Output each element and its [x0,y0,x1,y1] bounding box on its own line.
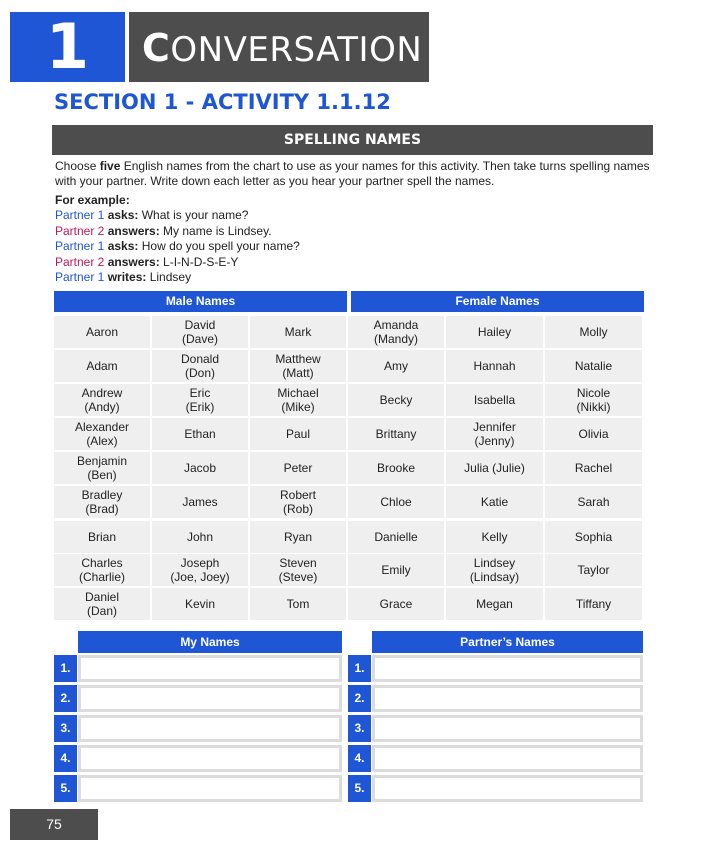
female-name-cell: Nicole (Nikki) [545,384,642,416]
male-name-cell: Paul [250,418,346,450]
example-lines [55,208,655,285]
female-name-cell: Tiffany [545,588,642,620]
male-names-header: Male Names [54,291,347,312]
partner-name-field[interactable] [372,655,643,682]
partner-name-number: 5. [348,775,371,802]
male-name-cell: Eric (Erik) [152,384,248,416]
female-name-cell: Sarah [545,486,642,518]
my-name-field[interactable] [78,775,342,802]
example-verb: answers: [104,223,160,238]
example-verb: writes: [104,270,147,285]
male-name-cell: Adam [54,350,150,382]
section-title: SECTION 1 - ACTIVITY 1.1.12 [54,90,391,114]
partner-name-number: 1. [348,655,371,682]
instructions-text-1: Choose [55,159,100,173]
example-line [55,224,655,239]
example-text: How do you spell your name? [138,239,300,254]
female-name-cell: Grace [348,588,444,620]
female-name-cell: Emily [348,554,444,586]
female-name-cell: Chloe [348,486,444,518]
partner-name-number: 2. [348,685,371,712]
example-line [55,239,655,254]
example-text: Lindsey [146,270,192,285]
female-name-cell: Katie [446,486,543,518]
male-name-cell: James [152,486,248,518]
instructions-bold-word: five [99,159,121,173]
female-name-cell: Hannah [446,350,543,382]
male-name-cell: Andrew (Andy) [54,384,150,416]
instructions [55,159,655,189]
my-name-field[interactable] [78,745,342,772]
male-name-cell: Bradley (Brad) [54,486,150,518]
male-name-cell: Joseph (Joe, Joey) [152,554,248,586]
male-name-cell: Alexander (Alex) [54,418,150,450]
my-name-field[interactable] [78,685,342,712]
example-speaker: Partner 1 [55,239,105,254]
partner-names-header: Partner’s Names [372,631,643,653]
male-name-cell: Michael (Mike) [250,384,346,416]
unit-title [129,12,429,82]
female-name-cell: Hailey [446,316,543,348]
female-name-cell: Olivia [545,418,642,450]
my-name-number: 1. [54,655,77,682]
example-line [55,255,655,270]
male-name-cell: Jacob [152,452,248,484]
partner-name-field[interactable] [372,775,643,802]
female-name-cell: Rachel [545,452,642,484]
example-text: L-I-N-D-S-E-Y [159,254,239,269]
example-speaker: Partner 2 [55,254,105,269]
partner-name-number: 3. [348,715,371,742]
partner-name-field[interactable] [372,745,643,772]
female-name-cell: Taylor [545,554,642,586]
instructions-text-2: English names from the chart to use as your names for this activity. Then take turns spelling names with your partner. Write down each letter as you hear your partner spell the names. [55,159,650,188]
unit-number-badge: 1 [10,12,125,82]
example-text: My name is Lindsey. [159,223,272,238]
activity-banner: SPELLING NAMES [52,125,653,155]
page-number: 75 [10,809,98,840]
male-name-cell: Steven (Steve) [250,554,346,586]
female-name-cell: Isabella [446,384,543,416]
unit-title-initial: C [142,26,171,70]
male-name-cell: Charles (Charlie) [54,554,150,586]
my-name-number: 2. [54,685,77,712]
female-name-cell: Brittany [348,418,444,450]
female-name-cell: Amanda (Mandy) [348,316,444,348]
example-text: What is your name? [138,208,249,223]
my-name-field[interactable] [78,655,342,682]
example-speaker: Partner 2 [55,223,105,238]
my-name-number: 3. [54,715,77,742]
partner-name-number: 4. [348,745,371,772]
example-verb: answers: [104,254,160,269]
example-speaker: Partner 1 [55,208,105,223]
female-name-cell: Sophia [545,521,642,553]
female-name-cell: Danielle [348,521,444,553]
male-name-cell: Daniel (Dan) [54,588,150,620]
example-label: For example: [55,193,130,207]
male-name-cell: Matthew (Matt) [250,350,346,382]
female-name-cell: Lindsey (Lindsay) [446,554,543,586]
partner-name-field[interactable] [372,715,643,742]
male-name-cell: Mark [250,316,346,348]
male-name-cell: Donald (Don) [152,350,248,382]
example-verb: asks: [104,208,139,223]
male-name-cell: Tom [250,588,346,620]
unit-title-rest: ONVERSATION [170,30,423,70]
male-name-cell: Peter [250,452,346,484]
example-speaker: Partner 1 [55,270,105,285]
male-name-cell: Ryan [250,521,346,553]
male-name-cell: Benjamin (Ben) [54,452,150,484]
female-name-cell: Brooke [348,452,444,484]
male-name-cell: John [152,521,248,553]
female-name-cell: Kelly [446,521,543,553]
male-name-cell: Brian [54,521,150,553]
example-verb: asks: [104,239,139,254]
female-name-cell: Molly [545,316,642,348]
partner-name-field[interactable] [372,685,643,712]
female-name-cell: Megan [446,588,543,620]
female-name-cell: Amy [348,350,444,382]
my-names-header: My Names [78,631,342,653]
female-name-cell: Becky [348,384,444,416]
male-name-cell: Kevin [152,588,248,620]
example-block [55,193,655,285]
male-name-cell: Ethan [152,418,248,450]
male-name-cell: David (Dave) [152,316,248,348]
male-name-cell: Robert (Rob) [250,486,346,518]
female-name-cell: Natalie [545,350,642,382]
example-line [55,208,655,223]
my-name-field[interactable] [78,715,342,742]
female-name-cell: Jennifer (Jenny) [446,418,543,450]
female-names-header: Female Names [351,291,644,312]
my-name-number: 5. [54,775,77,802]
female-name-cell: Julia (Julie) [446,452,543,484]
male-name-cell: Aaron [54,316,150,348]
my-name-number: 4. [54,745,77,772]
example-line [55,270,655,285]
